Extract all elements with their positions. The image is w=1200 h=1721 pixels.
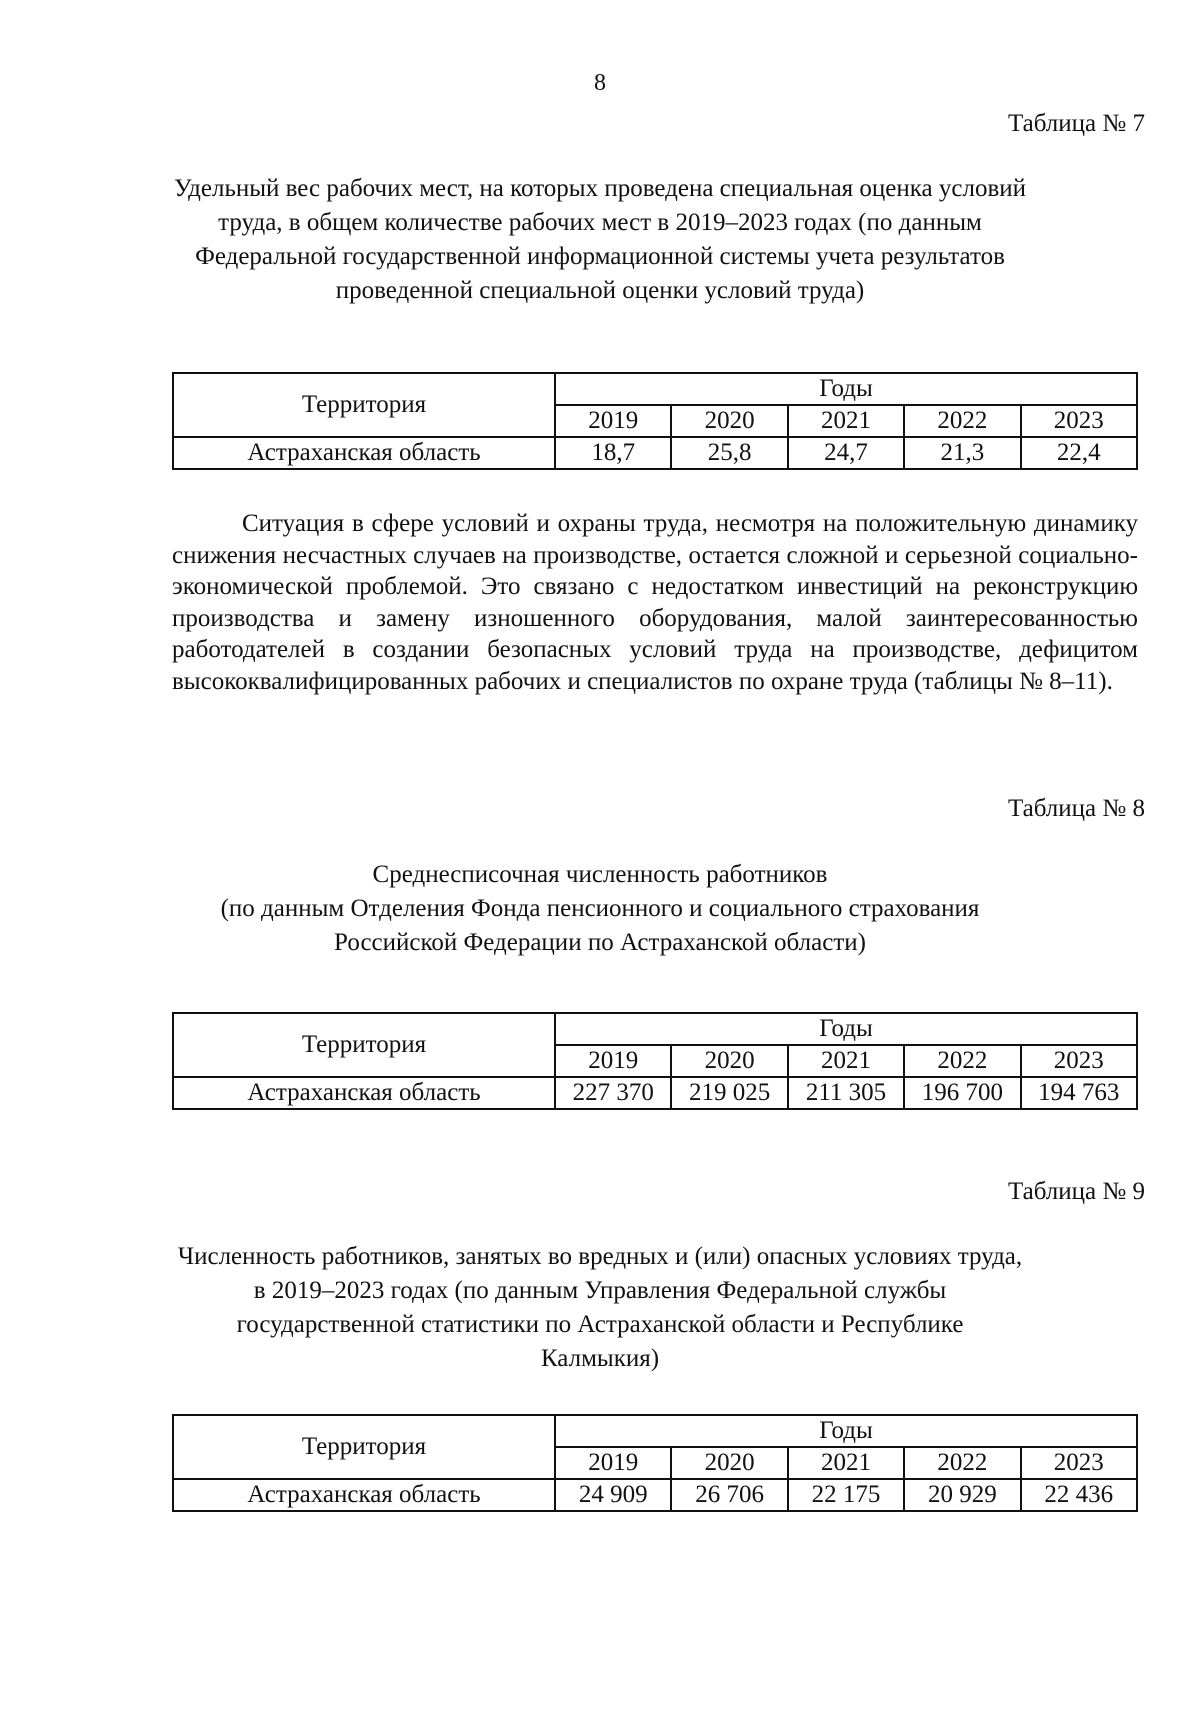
value-cell: 22 436 — [1021, 1479, 1137, 1511]
page-number: 8 — [594, 70, 606, 96]
value-cell: 211 305 — [788, 1077, 904, 1109]
year-cell: 2021 — [788, 1447, 904, 1479]
year-cell: 2023 — [1021, 405, 1137, 437]
table-9 — [172, 1414, 1138, 1512]
value-cell: 25,8 — [671, 437, 787, 469]
header-years: Годы — [555, 1415, 1137, 1447]
value-cell: 26 706 — [671, 1479, 787, 1511]
row-label: Астраханская область — [173, 1077, 555, 1109]
table-7-label: Таблица № 7 — [1007, 110, 1145, 137]
table-8-title-line: Среднесписочная численность работников — [372, 861, 828, 888]
year-cell: 2019 — [555, 1447, 671, 1479]
table-7-title-line: Федеральной государственной информационной системы учета результатов — [195, 243, 1005, 270]
value-cell: 227 370 — [555, 1077, 671, 1109]
table-9-label: Таблица № 9 — [1007, 1178, 1145, 1205]
table-8-title — [150, 858, 1050, 960]
table-8-title-line: (по данным Отделения Фонда пенсионного и социального страхования — [220, 895, 980, 922]
year-cell: 2023 — [1021, 1447, 1137, 1479]
value-cell: 194 763 — [1021, 1077, 1137, 1109]
year-cell: 2019 — [555, 405, 671, 437]
value-cell: 21,3 — [904, 437, 1020, 469]
header-territory: Территория — [173, 373, 555, 437]
row-label: Астраханская область — [173, 1479, 555, 1511]
table-8-title-line: Российской Федерации по Астраханской области) — [334, 929, 866, 956]
value-cell: 22 175 — [788, 1479, 904, 1511]
table-7-title-line: Удельный вес рабочих мест, на которых проведена специальная оценка условий — [173, 175, 1027, 202]
year-cell: 2021 — [788, 1045, 904, 1077]
year-cell: 2022 — [904, 1447, 1020, 1479]
table-7 — [172, 372, 1138, 470]
value-cell: 219 025 — [671, 1077, 787, 1109]
year-cell: 2019 — [555, 1045, 671, 1077]
value-cell: 20 929 — [904, 1479, 1020, 1511]
table-8 — [172, 1012, 1138, 1110]
table-7-title-line: проведенной специальной оценки условий труда) — [335, 277, 865, 304]
table-9-title-line: Численность работников, занятых во вредных и (или) опасных условиях труда, — [177, 1243, 1023, 1270]
value-cell: 24,7 — [788, 437, 904, 469]
year-cell: 2021 — [788, 405, 904, 437]
header-territory: Территория — [173, 1013, 555, 1077]
year-cell: 2020 — [671, 1447, 787, 1479]
body-paragraph — [172, 508, 1138, 697]
table-9-title-line: Калмыкия) — [540, 1345, 660, 1372]
value-cell: 24 909 — [555, 1479, 671, 1511]
table-7-title — [150, 172, 1050, 308]
table-7-title-line: труда, в общем количестве рабочих мест в 2019–2023 годах (по данным — [218, 209, 982, 236]
value-cell: 196 700 — [904, 1077, 1020, 1109]
value-cell: 22,4 — [1021, 437, 1137, 469]
year-cell: 2020 — [671, 405, 787, 437]
year-cell: 2023 — [1021, 1045, 1137, 1077]
value-cell: 18,7 — [555, 437, 671, 469]
table-9-title-line: в 2019–2023 годах (по данным Управления Федеральной службы — [253, 1277, 947, 1304]
header-territory: Территория — [173, 1415, 555, 1479]
table-9-title-line: государственной статистики по Астраханской области и Республике — [236, 1311, 964, 1338]
year-cell: 2022 — [904, 405, 1020, 437]
table-8-label: Таблица № 8 — [1007, 795, 1145, 822]
year-cell: 2020 — [671, 1045, 787, 1077]
year-cell: 2022 — [904, 1045, 1020, 1077]
row-label: Астраханская область — [173, 437, 555, 469]
header-years: Годы — [555, 1013, 1137, 1045]
table-9-title — [150, 1240, 1050, 1376]
header-years: Годы — [555, 373, 1137, 405]
paragraph-text: Ситуация в сфере условий и охраны труда, несмотря на положительную динамику снижения несчастных случаев на производстве, остается сложной и серьезной социально-экономической проблемой. Это связано с недостатком инвестиций на реконструкцию производства и замену изношенного оборудования, малой заинтересованностью работодателей в создании безопасных условий труда на производстве, дефицитом высококвалифицированных рабочих и специалистов по охране труда (таблицы № 8–11). — [172, 510, 1138, 695]
